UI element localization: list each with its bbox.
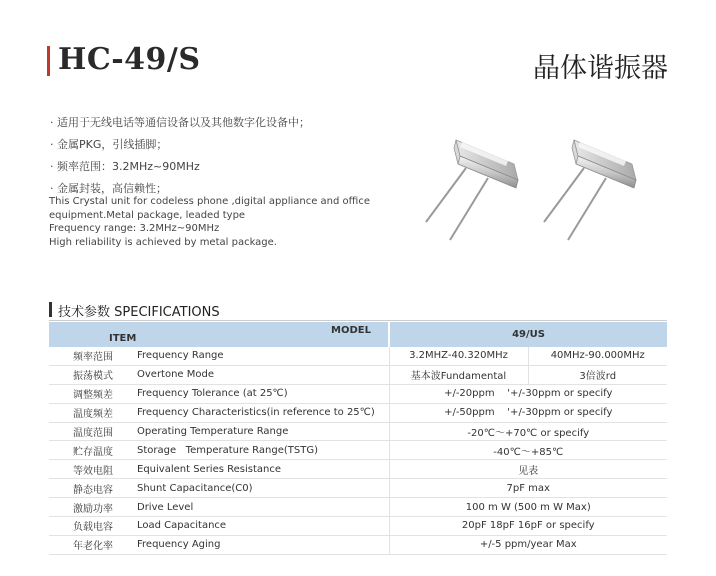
spec-title-cn: 技术参数 bbox=[58, 305, 111, 320]
item-header: ITEM bbox=[109, 333, 137, 344]
row-value: +/-5 ppm/year Max bbox=[389, 535, 667, 554]
table-row bbox=[49, 460, 667, 479]
row-label-cn: 年老化率 bbox=[49, 535, 137, 554]
table-row bbox=[49, 403, 667, 422]
spec-title-en: SPECIFICATIONS bbox=[114, 305, 220, 320]
row-label-en: Load Capacitance bbox=[137, 517, 389, 536]
crystal-image-2 bbox=[530, 128, 650, 246]
table-row bbox=[49, 479, 667, 498]
row-value: 见表 bbox=[389, 460, 667, 479]
table-row bbox=[49, 422, 667, 441]
row-value: 3倍波rd bbox=[528, 365, 667, 384]
table-header-row bbox=[49, 322, 667, 347]
row-label-cn: 温度范围 bbox=[49, 422, 137, 441]
description-line: Frequency range: 3.2MHz~90MHz bbox=[49, 223, 220, 234]
crystal-image-1 bbox=[412, 128, 532, 246]
row-label-cn: 激励功率 bbox=[49, 498, 137, 517]
row-value: 7pF max bbox=[389, 479, 667, 498]
row-value: -40℃～+85℃ bbox=[389, 441, 667, 460]
feature-list bbox=[50, 112, 310, 200]
specifications-title bbox=[58, 301, 220, 320]
model-value-header: 49/US bbox=[389, 322, 667, 347]
row-label-en: Frequency Aging bbox=[137, 535, 389, 554]
row-value: 40MHz-90.000MHz bbox=[528, 347, 667, 365]
row-value: 3.2MHZ-40.320MHz bbox=[389, 347, 528, 365]
table-row bbox=[49, 441, 667, 460]
row-label-en: Operating Temperature Range bbox=[137, 422, 389, 441]
row-label-cn: 贮存温度 bbox=[49, 441, 137, 460]
table-row bbox=[49, 535, 667, 554]
item-model-header bbox=[49, 322, 389, 347]
row-label-cn: 静态电容 bbox=[49, 479, 137, 498]
row-label-cn: 调整频差 bbox=[49, 384, 137, 403]
title-accent-bar bbox=[47, 46, 50, 76]
row-value: 20pF 18pF 16pF or specify bbox=[389, 517, 667, 536]
model-title: HC-49/S bbox=[58, 42, 201, 77]
description-line: This Crystal unit for codeless phone ,digital appliance and office bbox=[49, 196, 370, 207]
description-line: equipment.Metal package, leaded type bbox=[49, 209, 246, 221]
row-label-en: Frequency Characteristics(in reference to 25℃) bbox=[137, 403, 389, 422]
row-value: +/-50ppm '+/-30ppm or specify bbox=[389, 403, 667, 422]
description-line: High reliability is achieved by metal package. bbox=[49, 236, 277, 248]
row-label-cn: 等效电阻 bbox=[49, 460, 137, 479]
row-label-cn: 频率范围 bbox=[49, 347, 137, 365]
specifications-table bbox=[49, 322, 667, 555]
row-label-cn: 温度频差 bbox=[49, 403, 137, 422]
table-row bbox=[49, 384, 667, 403]
product-type-title: 晶体谐振器 bbox=[533, 53, 668, 84]
row-label-en: Equivalent Series Resistance bbox=[137, 460, 389, 479]
table-row bbox=[49, 517, 667, 536]
row-label-cn: 负载电容 bbox=[49, 517, 137, 536]
row-label-en: Frequency Range bbox=[137, 347, 389, 365]
section-rule bbox=[49, 320, 667, 321]
feature-item: · 金属PKG，引线插脚； bbox=[50, 134, 310, 156]
feature-item: · 金属封装，高信赖性； bbox=[50, 178, 310, 200]
row-label-en: Shunt Capacitance(C0) bbox=[137, 479, 389, 498]
row-value: 100 m W (500 m W Max) bbox=[389, 498, 667, 517]
row-label-en: Overtone Mode bbox=[137, 365, 389, 384]
row-label-en: Drive Level bbox=[137, 498, 389, 517]
table-row bbox=[49, 498, 667, 517]
table-row bbox=[49, 365, 667, 384]
row-value: 基本波Fundamental bbox=[389, 365, 528, 384]
row-value: +/-20ppm '+/-30ppm or specify bbox=[389, 384, 667, 403]
row-label-cn: 振荡模式 bbox=[49, 365, 137, 384]
row-label-en: Storage Temperature Range(TSTG) bbox=[137, 441, 389, 460]
model-header: MODEL bbox=[331, 325, 371, 336]
feature-item: · 频率范围：3.2MHz~90MHz bbox=[50, 156, 310, 178]
table-row bbox=[49, 347, 667, 365]
row-value: -20℃～+70℃ or specify bbox=[389, 422, 667, 441]
english-description bbox=[49, 195, 370, 249]
spec-accent-bar bbox=[49, 302, 52, 317]
feature-item: · 适用于无线电话等通信设备以及其他数字化设备中； bbox=[50, 112, 310, 134]
row-label-en: Frequency Tolerance (at 25℃) bbox=[137, 384, 389, 403]
